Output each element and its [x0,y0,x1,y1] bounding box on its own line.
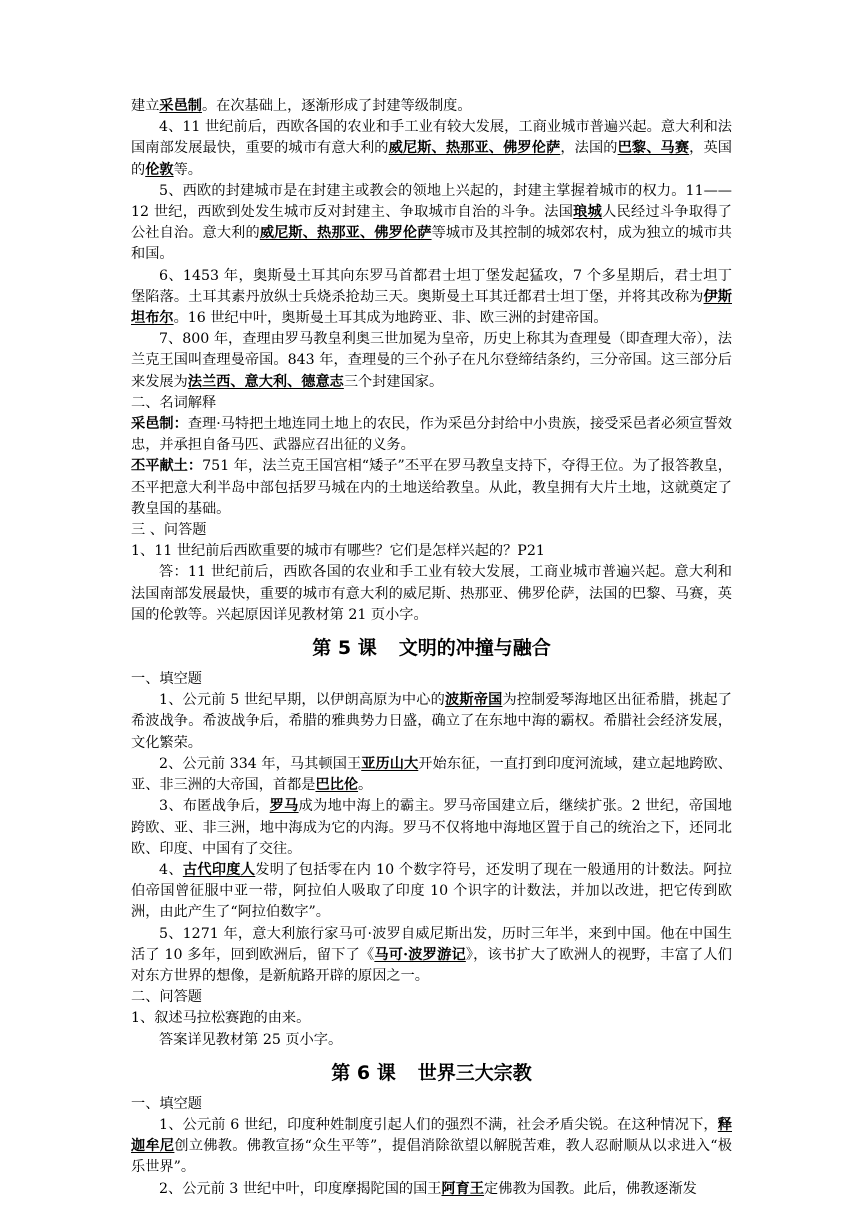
section-heading: 一、填空题 [131,671,202,688]
text: 发明了包括零在内 10 个数字符号，还发明了现在一般通用的计数法。阿拉伯帝国曾征服中亚一带，阿拉伯人吸取了印度 10 个识字的计数法，并加以改进，把它传到欧洲，由此产生了“阿拉伯数字”。 [131,861,732,921]
text: 建立 [131,98,160,114]
paragraph [131,329,732,393]
text: 751 年，法兰克王国宫相“矮子”丕平在罗马教皇支持下，夺得王位。为了报答教皇，丕平把意大利半岛中部包括罗马城在内的土地送给教皇。从此，教皇拥有大片土地，这就奠定了教皇国的基础。 [131,458,732,517]
text: 5、西欧的封建城市是在封建主或教会的领地上兴起的，封建主掌握着城市的权力。11——12 世纪，西欧到处发生城市反对封建主、争取城市自治的斗争。法国 [131,182,732,221]
paragraph [131,796,732,860]
text: 人民经过斗争取得了公社自治。意大利的 [131,204,732,242]
paragraph [131,1115,732,1179]
text: 6、1453 年，奥斯曼土耳其向东罗马首都君士坦丁堡发起猛攻，7 个多星期后，君士坦丁堡陷落。土耳其素丹放纵士兵烧杀抢劫三天。奥斯曼土耳其迁都君士坦丁堡，并将其改称为 [131,267,732,305]
lesson-number: 第 6 课 [331,1061,396,1084]
question: 1、11 世纪前后西欧重要的城市有哪些？它们是怎样兴起的？P21 [131,543,545,560]
key-term: 琅城 [573,204,603,221]
section-heading: 二、问答题 [131,989,202,1006]
lesson-number: 第 5 课 [312,637,377,660]
text: 为控制爱琴海地区出征希腊，挑起了希波战争。希波战争后，希腊的雅典势力日盛，确立了在东地中海的霸权。希腊社会经济发展，文化繁荣。 [131,692,732,751]
text: ，英国的 [131,140,732,178]
text: 4、 [159,861,183,878]
key-term: 释迦牟尼 [131,1116,732,1155]
text: 创立佛教。佛教宣扬“众生平等”，提倡消除欲望以解脱苦难，教人忍耐顺从以求进入“极乐世界”。 [131,1138,732,1176]
lesson-title [131,1057,732,1089]
key-term: 罗马 [269,798,299,815]
section-heading: 一、填空题 [131,1095,202,1112]
text: 。 [358,777,373,794]
text: 。在次基础上，逐渐形成了封建等级制度。 [201,98,472,114]
key-term: 威尼斯、热那亚、佛罗伦萨 [388,140,561,157]
lesson-title [131,632,732,664]
key-term: 阿育王 [441,1180,485,1197]
key-term: 伦敦 [145,161,174,178]
paragraph [131,690,732,754]
text: 等城市及其控制的城郊农村，成为独立的城市共和国。 [131,225,732,263]
text: 1、公元前 5 世纪早期，以伊朗高原为中心的 [159,692,446,709]
text: 5、1271 年，意大利旅行家马可·波罗自威尼斯出发，历时三年半，来到中国。他在中国生活了 10 多年，回到欧洲后，留下了《 [131,925,732,963]
answer: 答：11 世纪前后，西欧各国的农业和手工业有较大发展，工商业城市普遍兴起。意大利和法国南部发展最快，重要的城市有意大利的威尼斯、热那亚、佛罗伦萨，法国的巴黎、马赛，英国的伦敦等。兴起原因详见教材第 21 页小字。 [131,564,732,623]
text: 三个封建国家。 [343,373,444,390]
section-heading: 三 、问答题 [131,522,207,539]
paragraph [131,1179,732,1200]
key-term: 波斯帝国 [445,692,503,709]
text: 查理·马特把土地连同土地上的农民，作为采邑分封给中小贵族，接受采邑者必须宣誓效忠，并承担自备马匹、武器应召出征的义务。 [131,416,732,454]
question: 1、叙述马拉松赛跑的由来。 [131,1010,311,1027]
paragraph [131,860,732,924]
key-term: 伊斯坦布尔 [131,288,732,327]
paragraph [131,754,732,796]
lesson-name: 世界三大宗教 [417,1061,532,1084]
term-label: 采邑制： [131,416,188,433]
text: 开始东征，一直打到印度河流域，建立起地跨欧、亚、非三洲的大帝国，首都是 [131,755,732,794]
text: 2、公元前 334 年，马其顿国王 [159,755,362,772]
key-term: 采邑制 [159,98,202,114]
text: 。16 世纪中叶，奥斯曼土耳其成为地跨亚、非、欧三洲的封建帝国。 [173,310,608,327]
text: 4、11 世纪前后，西欧各国的农业和手工业有较大发展，工商业城市普遍兴起。意大利和法国南部发展最快，重要的城市有意大利的 [131,119,732,157]
text: 等。 [173,161,202,178]
paragraph [131,266,732,330]
paragraph [131,181,732,266]
key-term: 马可·波罗游记 [374,946,466,963]
lesson-name: 文明的冲撞与融合 [398,637,551,660]
key-term: 巴黎、马赛 [617,140,690,157]
term-definition [131,414,732,456]
text: 3、布匿战争后， [159,798,270,815]
text: 7、800 年，查理由罗马教皇利奥三世加冕为皇帝，历史上称其为查理曼（即查理大帝），法兰克王国叫查理曼帝国。843 年，查理曼的三个孙子在凡尔登缔结条约，三分帝国。这三部分后来发展为 [131,331,732,390]
key-term: 亚历山大 [361,755,419,772]
paragraph [131,117,732,181]
text: ，法国的 [560,140,618,157]
answer: 答案详见教材第 25 页小字。 [159,1031,343,1048]
paragraph [131,96,732,117]
key-term: 威尼斯、热那亚、佛罗伦萨 [259,225,432,242]
key-term: 古代印度人 [182,861,256,878]
term-label: 丕平献土： [131,458,203,475]
text: 定佛教为国教。此后，佛教逐渐发 [484,1180,697,1197]
text: 》，该书扩大了欧洲人的视野，丰富了人们对东方世界的想像，是新航路开辟的原因之一。 [131,946,732,984]
text: 2、公元前 3 世纪中叶，印度摩揭陀国的国王 [159,1180,442,1197]
key-term: 法兰西、意大利、德意志 [187,373,344,390]
text: 成为地中海上的霸主。罗马帝国建立后，继续扩张。2 世纪，帝国地跨欧、亚、非三洲，地中海成为它的内海。罗马不仅将地中海地区置于自己的统治之下，还同北欧、印度、中国有了交往。 [131,798,732,857]
paragraph [131,924,732,988]
text: 1、公元前 6 世纪，印度种姓制度引起人们的强烈不满，社会矛盾尖锐。在这种情况下， [159,1116,718,1133]
section-heading: 二、名词解释 [131,394,217,411]
term-definition [131,456,732,520]
key-term: 巴比伦 [315,777,359,794]
